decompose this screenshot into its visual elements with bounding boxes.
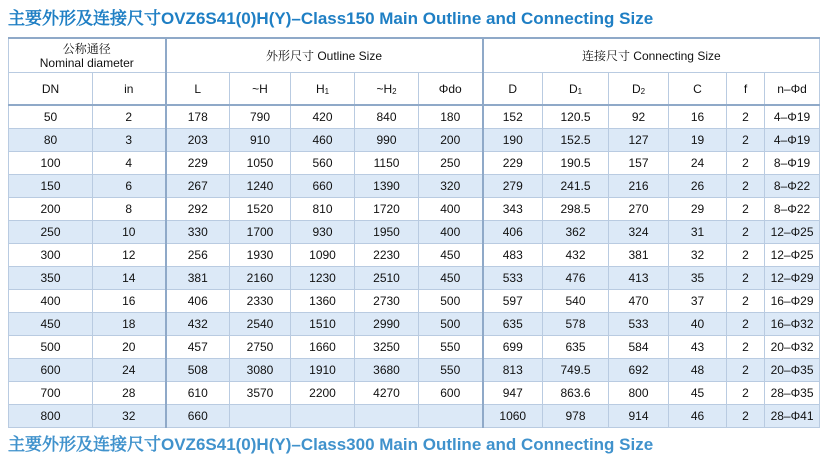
- cell-H2: 1950: [355, 220, 419, 243]
- col-H1-main: H: [315, 81, 325, 96]
- cell-H1: 1910: [291, 358, 355, 381]
- cell-H: 3570: [230, 381, 291, 404]
- cell-H1: 460: [291, 128, 355, 151]
- cell-D: 635: [483, 312, 543, 335]
- cell-D2: 533: [609, 312, 669, 335]
- cell-in: 18: [93, 312, 166, 335]
- cell-D2: 157: [609, 151, 669, 174]
- cell-H: 2750: [230, 335, 291, 358]
- table-row: [9, 105, 820, 128]
- cell-D2: 216: [609, 174, 669, 197]
- table-row: [9, 289, 820, 312]
- cell-f: 2: [727, 197, 765, 220]
- cell-dn: 150: [9, 174, 93, 197]
- cell-do: 550: [419, 335, 483, 358]
- cell-in: 4: [93, 151, 166, 174]
- cell-f: 2: [727, 335, 765, 358]
- cell-f: 2: [727, 128, 765, 151]
- cell-L: 178: [166, 105, 230, 128]
- cell-H2: 3250: [355, 335, 419, 358]
- cell-nd: 8–Φ22: [765, 174, 820, 197]
- cell-D2: 470: [609, 289, 669, 312]
- cell-H2: 990: [355, 128, 419, 151]
- cell-H1: 420: [291, 105, 355, 128]
- col-D1-sub: 1: [577, 86, 583, 96]
- cell-C: 16: [669, 105, 727, 128]
- cell-dn: 250: [9, 220, 93, 243]
- cell-H1: 1360: [291, 289, 355, 312]
- cell-C: 29: [669, 197, 727, 220]
- cell-f: 2: [727, 266, 765, 289]
- cell-do: [419, 404, 483, 427]
- cell-in: 14: [93, 266, 166, 289]
- cell-C: 37: [669, 289, 727, 312]
- cell-H2: 2510: [355, 266, 419, 289]
- cell-D: 813: [483, 358, 543, 381]
- table-row: [9, 381, 820, 404]
- cell-L: 610: [166, 381, 230, 404]
- cell-D2: 381: [609, 243, 669, 266]
- dimension-table: [8, 37, 820, 428]
- cell-H1: 560: [291, 151, 355, 174]
- cell-H2: 840: [355, 105, 419, 128]
- cell-H1: [291, 404, 355, 427]
- cell-D1: 152.5: [543, 128, 609, 151]
- cell-f: 2: [727, 243, 765, 266]
- cell-H2: 2730: [355, 289, 419, 312]
- cell-D2: 692: [609, 358, 669, 381]
- cell-H2: 2230: [355, 243, 419, 266]
- cell-f: 2: [727, 381, 765, 404]
- cell-C: 40: [669, 312, 727, 335]
- cell-D1: 863.6: [543, 381, 609, 404]
- cell-nd: 28–Φ35: [765, 381, 820, 404]
- table-body: [9, 105, 820, 427]
- cell-H: 1930: [230, 243, 291, 266]
- cell-nd: 16–Φ29: [765, 289, 820, 312]
- cell-D: 699: [483, 335, 543, 358]
- cell-D1: 190.5: [543, 151, 609, 174]
- cell-L: 660: [166, 404, 230, 427]
- cell-nd: 8–Φ19: [765, 151, 820, 174]
- cell-f: 2: [727, 404, 765, 427]
- col-D1: [543, 73, 609, 106]
- cell-D1: 978: [543, 404, 609, 427]
- cell-do: 320: [419, 174, 483, 197]
- cell-D: 483: [483, 243, 543, 266]
- cell-dn: 800: [9, 404, 93, 427]
- cell-in: 3: [93, 128, 166, 151]
- cell-D2: 800: [609, 381, 669, 404]
- cell-nd: 16–Φ32: [765, 312, 820, 335]
- col-D2: [609, 73, 669, 106]
- cell-H2: 2990: [355, 312, 419, 335]
- cell-L: 203: [166, 128, 230, 151]
- cell-D1: 241.5: [543, 174, 609, 197]
- cell-D2: 127: [609, 128, 669, 151]
- table-row: [9, 243, 820, 266]
- cell-D1: 298.5: [543, 197, 609, 220]
- cell-in: 28: [93, 381, 166, 404]
- cell-H1: 660: [291, 174, 355, 197]
- cell-D2: 584: [609, 335, 669, 358]
- cell-do: 450: [419, 266, 483, 289]
- cell-f: 2: [727, 105, 765, 128]
- cell-C: 45: [669, 381, 727, 404]
- cell-nd: 20–Φ32: [765, 335, 820, 358]
- cell-H2: 1390: [355, 174, 419, 197]
- cell-H: 1700: [230, 220, 291, 243]
- cell-do: 180: [419, 105, 483, 128]
- col-H: ~H: [230, 73, 291, 106]
- table-row: [9, 358, 820, 381]
- cell-D2: 324: [609, 220, 669, 243]
- cell-D: 947: [483, 381, 543, 404]
- cell-f: 2: [727, 174, 765, 197]
- cell-D: 1060: [483, 404, 543, 427]
- col-D1-main: D: [568, 81, 578, 96]
- cell-L: 292: [166, 197, 230, 220]
- cell-H1: 1230: [291, 266, 355, 289]
- col-dn: DN: [9, 73, 93, 106]
- col-L: L: [166, 73, 230, 106]
- page-title: 主要外形及连接尺寸OVZ6S41(0)H(Y)–Class150 Main Outline and Connecting Size: [8, 9, 654, 28]
- cell-H: [230, 404, 291, 427]
- cell-H1: 2200: [291, 381, 355, 404]
- cell-L: 432: [166, 312, 230, 335]
- cell-nd: 8–Φ22: [765, 197, 820, 220]
- cell-dn: 200: [9, 197, 93, 220]
- col-D: D: [483, 73, 543, 106]
- col-in: in: [93, 73, 166, 106]
- cell-dn: 100: [9, 151, 93, 174]
- cell-do: 550: [419, 358, 483, 381]
- cell-H1: 1090: [291, 243, 355, 266]
- cell-dn: 500: [9, 335, 93, 358]
- table-row: [9, 312, 820, 335]
- cell-nd: 12–Φ25: [765, 220, 820, 243]
- cell-nd: 4–Φ19: [765, 105, 820, 128]
- cell-nd: 28–Φ41: [765, 404, 820, 427]
- col-D2-sub: 2: [640, 86, 646, 96]
- cell-in: 6: [93, 174, 166, 197]
- cell-C: 19: [669, 128, 727, 151]
- cell-C: 31: [669, 220, 727, 243]
- cell-D1: 635: [543, 335, 609, 358]
- cell-dn: 80: [9, 128, 93, 151]
- cell-C: 32: [669, 243, 727, 266]
- cell-do: 400: [419, 197, 483, 220]
- cell-L: 381: [166, 266, 230, 289]
- table-row: [9, 266, 820, 289]
- cell-L: 256: [166, 243, 230, 266]
- cell-dn: 300: [9, 243, 93, 266]
- cell-H2: 3680: [355, 358, 419, 381]
- cell-f: 2: [727, 151, 765, 174]
- cell-H1: 810: [291, 197, 355, 220]
- cell-in: 8: [93, 197, 166, 220]
- cell-H: 1050: [230, 151, 291, 174]
- cell-do: 600: [419, 381, 483, 404]
- cell-H: 3080: [230, 358, 291, 381]
- col-do: Φdo: [419, 73, 483, 106]
- cell-do: 500: [419, 312, 483, 335]
- cell-H: 1240: [230, 174, 291, 197]
- cell-D: 152: [483, 105, 543, 128]
- nominal-cn-label: 公称通径: [62, 41, 111, 56]
- cell-in: 20: [93, 335, 166, 358]
- connecting-size-header: 连接尺寸 Connecting Size: [483, 38, 820, 73]
- cell-nd: 4–Φ19: [765, 128, 820, 151]
- cell-D1: 578: [543, 312, 609, 335]
- cell-dn: 400: [9, 289, 93, 312]
- cell-dn: 600: [9, 358, 93, 381]
- cell-in: 12: [93, 243, 166, 266]
- cell-C: 24: [669, 151, 727, 174]
- header-row-groups: [9, 38, 820, 73]
- cell-C: 48: [669, 358, 727, 381]
- cell-L: 457: [166, 335, 230, 358]
- col-H1-sub: 1: [324, 86, 330, 96]
- cell-D1: 476: [543, 266, 609, 289]
- cell-D1: 120.5: [543, 105, 609, 128]
- cell-do: 400: [419, 220, 483, 243]
- cell-dn: 450: [9, 312, 93, 335]
- cell-C: 35: [669, 266, 727, 289]
- cell-H: 2160: [230, 266, 291, 289]
- cell-in: 16: [93, 289, 166, 312]
- col-H2: [355, 73, 419, 106]
- cell-D: 190: [483, 128, 543, 151]
- col-H2-sub: 2: [392, 86, 397, 96]
- nominal-en-label: Nominal diameter: [39, 55, 134, 70]
- table-row: [9, 220, 820, 243]
- cell-H2: 1720: [355, 197, 419, 220]
- cell-D1: 362: [543, 220, 609, 243]
- cell-f: 2: [727, 289, 765, 312]
- cell-in: 10: [93, 220, 166, 243]
- cell-D1: 749.5: [543, 358, 609, 381]
- header-row-columns: [9, 73, 820, 106]
- cell-C: 46: [669, 404, 727, 427]
- table-row: [9, 404, 820, 427]
- cell-L: 267: [166, 174, 230, 197]
- cell-D2: 413: [609, 266, 669, 289]
- table-row: [9, 335, 820, 358]
- cell-D: 343: [483, 197, 543, 220]
- cell-D1: 432: [543, 243, 609, 266]
- cell-H: 910: [230, 128, 291, 151]
- cell-dn: 350: [9, 266, 93, 289]
- cell-D: 279: [483, 174, 543, 197]
- cell-D2: 270: [609, 197, 669, 220]
- table-row: [9, 151, 820, 174]
- outline-size-header: 外形尺寸 Outline Size: [166, 38, 483, 73]
- cell-in: 2: [93, 105, 166, 128]
- cell-H2: 4270: [355, 381, 419, 404]
- col-H1: [291, 73, 355, 106]
- cell-in: 24: [93, 358, 166, 381]
- cell-do: 200: [419, 128, 483, 151]
- col-f: f: [727, 73, 765, 106]
- cell-H: 1520: [230, 197, 291, 220]
- cell-H1: 1660: [291, 335, 355, 358]
- cell-H1: 1510: [291, 312, 355, 335]
- cell-dn: 50: [9, 105, 93, 128]
- col-nd: n–Φd: [765, 73, 820, 106]
- cell-D2: 92: [609, 105, 669, 128]
- table-row: [9, 197, 820, 220]
- cell-nd: 20–Φ35: [765, 358, 820, 381]
- col-H2-main: ~H: [376, 81, 393, 96]
- cell-C: 26: [669, 174, 727, 197]
- cell-do: 250: [419, 151, 483, 174]
- cell-H: 790: [230, 105, 291, 128]
- cell-dn: 700: [9, 381, 93, 404]
- cell-L: 330: [166, 220, 230, 243]
- cell-C: 43: [669, 335, 727, 358]
- cell-D: 406: [483, 220, 543, 243]
- cell-nd: 12–Φ25: [765, 243, 820, 266]
- cell-f: 2: [727, 220, 765, 243]
- cell-H: 2330: [230, 289, 291, 312]
- cell-D: 597: [483, 289, 543, 312]
- col-D2-main: D: [631, 81, 641, 96]
- cell-H2: 1150: [355, 151, 419, 174]
- cell-D1: 540: [543, 289, 609, 312]
- cell-D: 533: [483, 266, 543, 289]
- nominal-diameter-header: [9, 38, 166, 73]
- cell-nd: 12–Φ29: [765, 266, 820, 289]
- cell-H1: 930: [291, 220, 355, 243]
- cell-in: 32: [93, 404, 166, 427]
- cell-do: 500: [419, 289, 483, 312]
- table-row: [9, 174, 820, 197]
- cell-D2: 914: [609, 404, 669, 427]
- table-row: [9, 128, 820, 151]
- cell-L: 508: [166, 358, 230, 381]
- cell-L: 406: [166, 289, 230, 312]
- cell-f: 2: [727, 312, 765, 335]
- cell-f: 2: [727, 358, 765, 381]
- cell-H: 2540: [230, 312, 291, 335]
- cell-do: 450: [419, 243, 483, 266]
- col-C: C: [669, 73, 727, 106]
- cell-H2: [355, 404, 419, 427]
- next-table-title: 主要外形及连接尺寸OVZ6S41(0)H(Y)–Class300 Main Outline and Connecting Size: [8, 435, 654, 454]
- cell-D: 229: [483, 151, 543, 174]
- cell-L: 229: [166, 151, 230, 174]
